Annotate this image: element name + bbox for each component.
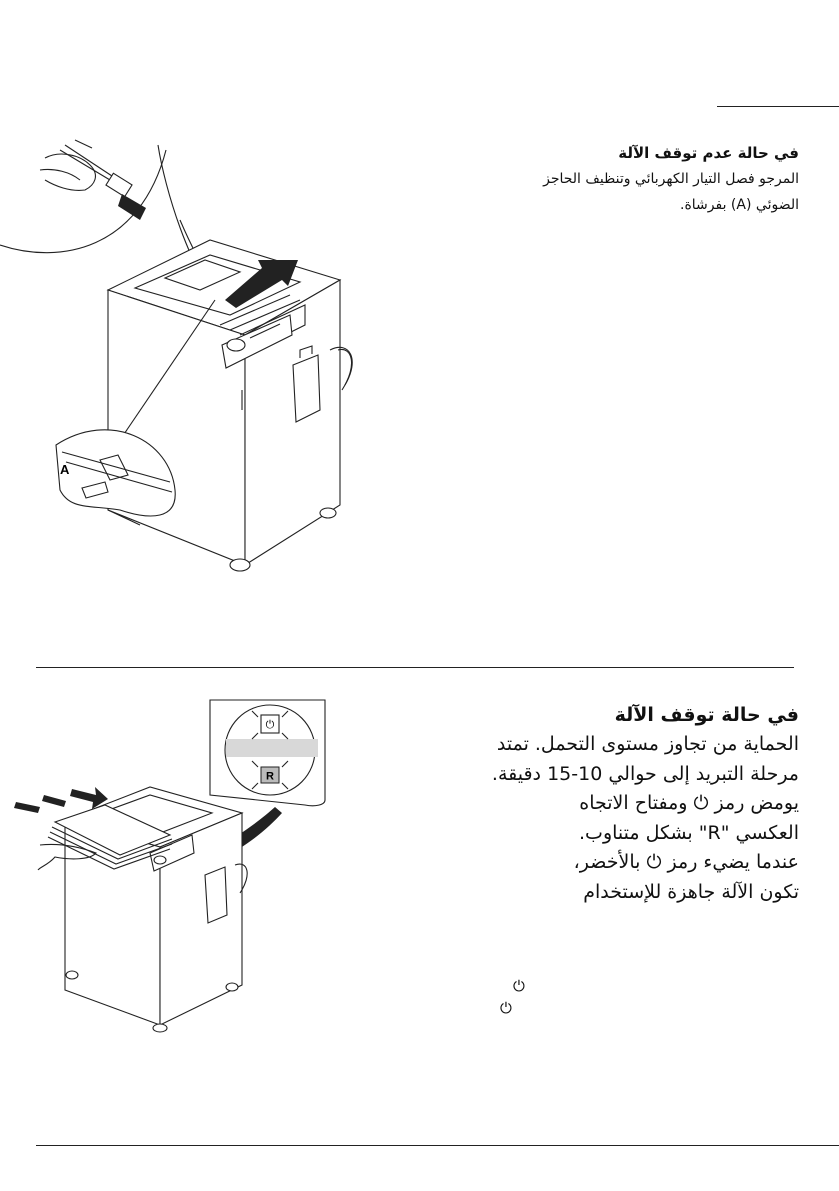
section2-body [419,730,799,907]
top-right-rule [717,106,839,107]
section2-line-4: العكسي "R" بشكل متناوب. [579,821,799,844]
section1-line-2: الضوئي (A) بفرشاة. [680,197,799,213]
section2-heading: في حالة توقف الآلة [614,704,799,726]
bottom-rule [36,1145,839,1146]
feed-arrow-icon [14,802,40,813]
section1-line-1: المرجو فصل التيار الكهربائي وتنظيف الحاجز [543,171,799,187]
power-icon: ⏻ [513,977,525,995]
power-icon: ⏻ [500,999,512,1017]
section2-line-6: تكون الآلة جاهزة للإستخدام [583,880,799,903]
shredder-machine-icon [108,240,352,571]
shredder-cleaning-illustration [0,110,380,580]
panel-reverse-label: R [266,770,274,783]
section-divider [36,667,794,668]
figure-label-a: A [60,462,70,477]
callout-bubble [0,150,166,253]
control-panel-detail [210,700,325,806]
section2-line-1: الحماية من تجاوز مستوى التحمل. تمتد [496,733,799,755]
section2-line-5: عندما يضيء رمز ⏻ بالأخضر، [573,851,799,873]
section1-heading: في حالة عدم توقف الآلة [618,144,799,162]
panel-power-icon: ⏻ [265,718,275,731]
section1-body [439,166,799,218]
section2-line-3: يومض رمز ⏻ ومفتاح الاتجاه [579,792,799,814]
section2-line-2: مرحلة التبريد إلى حوالي 10-15 دقيقة. [491,762,799,785]
hand-with-brush-icon [40,140,146,220]
shredder-feeding-illustration [0,695,340,1040]
